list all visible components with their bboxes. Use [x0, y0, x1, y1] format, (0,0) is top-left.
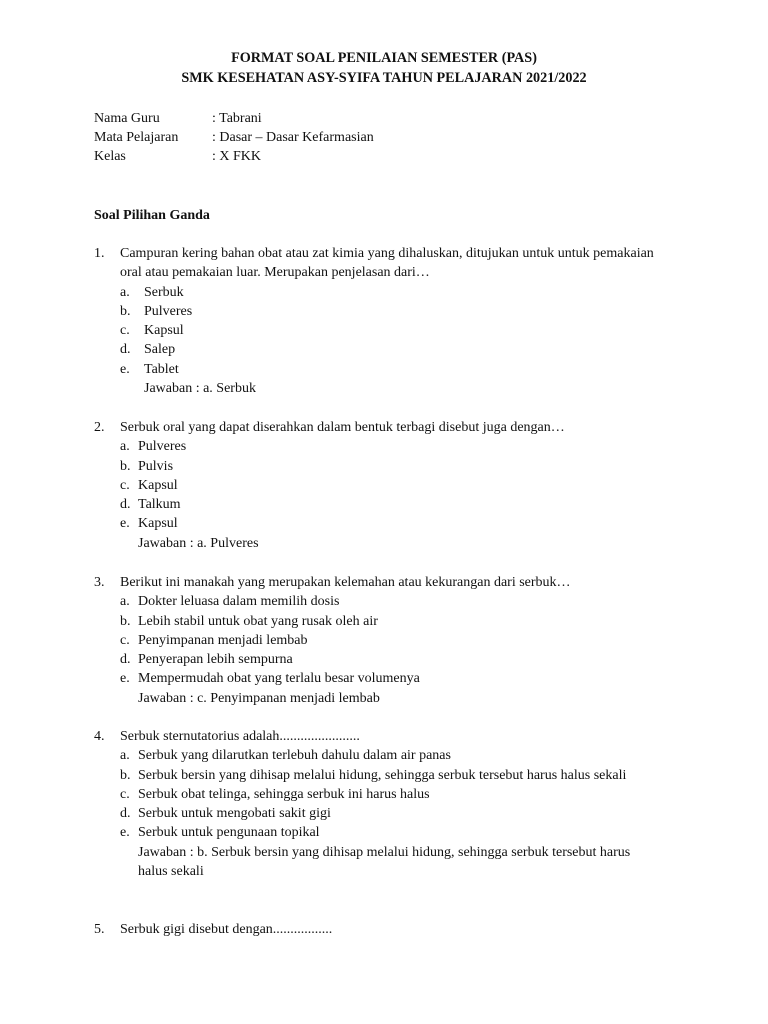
option-text: Kapsul	[144, 323, 184, 339]
option-text: Dokter leluasa dalam memilih dosis	[138, 594, 340, 610]
question-number: 5.	[94, 922, 105, 937]
option-letter: d.	[120, 806, 131, 822]
question-text: Serbuk sternutatorius adalah.......................	[120, 729, 360, 744]
option	[120, 321, 674, 340]
question-text: Campuran kering bahan obat atau zat kimia yang dihaluskan, ditujukan untuk untuk pemakaian oral atau pemakaian luar. Merupakan penjelasan dari…	[120, 246, 654, 281]
info-value: : Tabrani	[212, 111, 262, 126]
option	[120, 612, 674, 631]
option	[120, 360, 674, 379]
option-letter: a.	[120, 439, 130, 455]
option-text: Lebih stabil untuk obat yang rusak oleh air	[138, 613, 378, 629]
answer-key: Jawaban : c. Penyimpanan menjadi lembab	[138, 690, 380, 706]
option-letter: b.	[120, 767, 131, 783]
question-5	[94, 920, 674, 939]
option-letter: e.	[120, 361, 130, 377]
option-letter: b.	[120, 613, 131, 629]
option-letter: d.	[120, 652, 131, 668]
option-text: Pulveres	[138, 439, 187, 455]
option-text: Penyimpanan menjadi lembab	[138, 632, 308, 648]
option-letter: e.	[120, 825, 130, 841]
option-letter: a.	[120, 284, 130, 300]
option-letter: a.	[120, 748, 130, 764]
option-text: Kapsul	[138, 477, 178, 493]
question-number: 1.	[94, 246, 105, 261]
option-text: Serbuk untuk mengobati sakit gigi	[138, 806, 331, 822]
option	[120, 804, 650, 823]
option	[120, 650, 674, 669]
option-list	[120, 592, 674, 708]
option-letter: d.	[120, 342, 131, 358]
option	[120, 823, 650, 842]
option-letter: d.	[120, 497, 131, 513]
answer-key: Jawaban : a. Pulveres	[138, 535, 259, 551]
question-number: 4.	[94, 729, 105, 744]
option	[120, 495, 674, 514]
info-value: : X FKK	[212, 149, 262, 164]
option-list	[120, 283, 674, 399]
option-text: Serbuk yang dilarutkan terlebuh dahulu dalam air panas	[138, 748, 451, 764]
option-letter: b.	[120, 458, 131, 474]
option-letter: c.	[120, 786, 130, 802]
option-letter: e.	[120, 671, 130, 687]
question-number: 3.	[94, 575, 105, 590]
option-text: Serbuk bersin yang dihisap melalui hidung, sehingga serbuk tersebut harus halus sekali	[138, 767, 627, 783]
option-letter: c.	[120, 632, 130, 648]
option	[120, 457, 674, 476]
option	[120, 746, 650, 765]
info-value: : Dasar – Dasar Kefarmasian	[212, 130, 374, 145]
option-list	[120, 746, 650, 881]
option-text: Talkum	[138, 497, 181, 513]
option-letter: a.	[120, 594, 130, 610]
option-text: Serbuk obat telinga, sehingga serbuk ini harus halus	[138, 786, 430, 802]
document-title: FORMAT SOAL PENILAIAN SEMESTER (PAS)	[231, 50, 537, 66]
question-2	[94, 418, 674, 553]
question-4	[94, 727, 674, 881]
question-1	[94, 244, 674, 398]
document-subtitle: SMK KESEHATAN ASY-SYIFA TAHUN PELAJARAN 2021/2022	[181, 70, 587, 86]
option	[120, 514, 674, 533]
info-label: Mata Pelajaran	[94, 130, 179, 145]
option-text: Salep	[144, 342, 176, 358]
info-label: Nama Guru	[94, 111, 160, 126]
option-text: Serbuk	[144, 284, 184, 300]
option-text: Kapsul	[138, 516, 178, 532]
question-text: Serbuk oral yang dapat diserahkan dalam bentuk terbagi disebut juga dengan…	[120, 420, 565, 435]
question-number: 2.	[94, 420, 105, 435]
option	[120, 476, 674, 495]
option-letter: c.	[120, 323, 130, 339]
info-label: Kelas	[94, 149, 126, 164]
option	[120, 766, 650, 785]
option	[120, 592, 674, 611]
answer-key: Jawaban : a. Serbuk	[144, 381, 256, 397]
option	[120, 302, 674, 321]
option-text: Pulvis	[138, 458, 174, 474]
option	[120, 340, 674, 359]
option-text: Mempermudah obat yang terlalu besar volumenya	[138, 671, 420, 687]
question-text: Serbuk gigi disebut dengan.................	[120, 922, 333, 937]
option-text: Tablet	[144, 361, 179, 377]
option-text: Penyerapan lebih sempurna	[138, 652, 293, 668]
option-text: Serbuk untuk pengunaan topikal	[138, 825, 320, 841]
section-heading: Soal Pilihan Ganda	[94, 208, 210, 223]
option	[120, 631, 674, 650]
option	[120, 669, 674, 688]
option-letter: b.	[120, 303, 131, 319]
option	[120, 437, 674, 456]
option	[120, 785, 650, 804]
question-text: Berikut ini manakah yang merupakan kelemahan atau kekurangan dari serbuk…	[120, 575, 571, 590]
question-3	[94, 573, 674, 708]
option-letter: c.	[120, 477, 130, 493]
option-list	[120, 437, 674, 553]
option-letter: e.	[120, 516, 130, 532]
answer-key: Jawaban : b. Serbuk bersin yang dihisap melalui hidung, sehingga serbuk tersebut harus halus sekali	[138, 844, 631, 880]
option	[120, 283, 674, 302]
option-text: Pulveres	[144, 303, 193, 319]
